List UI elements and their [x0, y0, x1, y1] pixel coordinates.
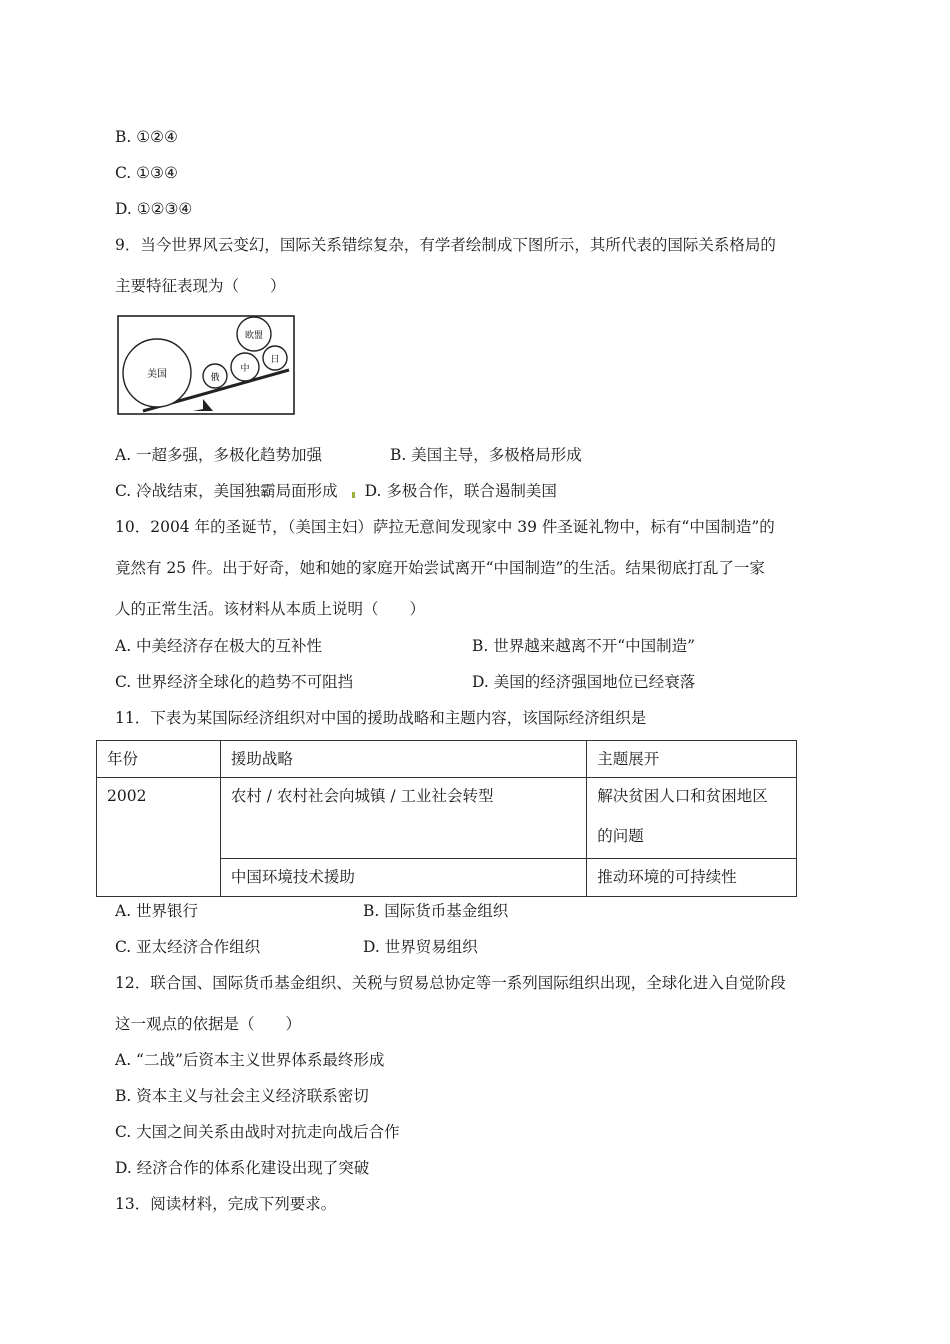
cell-theme-1 — [587, 778, 797, 859]
q10-stem-line3: 人的正常生活。该材料从本质上说明（ ） — [115, 600, 426, 618]
q10-option-a: A. 中美经济存在极大的互补性 — [115, 637, 323, 655]
q12-option-b: B. 资本主义与社会主义经济联系密切 — [115, 1087, 369, 1105]
q13-stem: 13．阅读材料，完成下列要求。 — [115, 1195, 337, 1213]
table-header-row — [97, 741, 797, 778]
cell-theme-1-line1: 解决贫困人口和贫困地区 — [597, 787, 768, 805]
q9-option-c — [115, 481, 557, 501]
q10-stem-line1: 10．2004 年的圣诞节，（美国主妇）萨拉无意间发现家中 39 件圣诞礼物中，标有“中国制造”的 — [115, 518, 775, 536]
ink-mark — [352, 492, 355, 498]
russia-label: 俄 — [210, 373, 220, 383]
q9-option-b: B. 美国主导，多极格局形成 — [390, 446, 582, 464]
cell-year: 2002 — [97, 778, 221, 897]
q12-option-c: C. 大国之间关系由战时对抗走向战后合作 — [115, 1123, 400, 1141]
q11-option-a: A. 世界银行 — [115, 902, 199, 920]
eu-label: 欧盟 — [244, 331, 264, 341]
q12-stem-line1: 12．联合国、国际货币基金组织、关税与贸易总协定等一系列国际组织出现，全球化进入自觉阶段 — [115, 974, 786, 992]
balance-diagram — [117, 315, 295, 415]
q11-stem: 11．下表为某国际经济组织对中国的援助战略和主题内容，该国际经济组织是 — [115, 709, 647, 727]
q9-stem-line2: 主要特征表现为（ ） — [115, 277, 286, 295]
china-label: 中 — [240, 364, 250, 374]
q12-stem-line2: 这一观点的依据是（ ） — [115, 1015, 302, 1033]
table-row — [97, 778, 797, 859]
cell-theme-2: 推动环境的可持续性 — [587, 859, 797, 897]
cell-strategy-2: 中国环境技术援助 — [220, 859, 586, 897]
japan-label: 日 — [270, 355, 280, 365]
q8-option-b: B. ①②④ — [115, 128, 178, 146]
q8-option-c: C. ①③④ — [115, 164, 178, 182]
cell-theme-1-line2: 的问题 — [597, 827, 644, 845]
q10-option-b: B. 世界越来越离不开“中国制造” — [472, 637, 696, 655]
q11-option-d: D. 世界贸易组织 — [363, 938, 478, 956]
q10-option-d: D. 美国的经济强国地位已经衰落 — [472, 673, 696, 691]
q11-option-b: B. 国际货币基金组织 — [363, 902, 509, 920]
q9-option-a: A. 一超多强，多极化趋势加强 — [115, 446, 323, 464]
q11-option-c: C. 亚太经济合作组织 — [115, 938, 261, 956]
header-strategy: 援助战略 — [220, 741, 586, 778]
header-year: 年份 — [97, 741, 221, 778]
cell-strategy-1: 农村 / 农村社会向城镇 / 工业社会转型 — [220, 778, 586, 859]
q9-option-c-text: C. 冷战结束，美国独霸局面形成 — [115, 482, 338, 500]
q12-option-a: A. “二战”后资本主义世界体系最终形成 — [115, 1051, 385, 1069]
q9-option-d: D. 多极合作，联合遏制美国 — [364, 482, 557, 500]
aid-strategy-table — [96, 740, 797, 897]
q10-stem-line2: 竟然有 25 件。出于好奇，她和她的家庭开始尝试离开“中国制造”的生活。结果彻底打乱了一家 — [115, 559, 765, 577]
header-theme: 主题展开 — [587, 741, 797, 778]
q10-option-c: C. 世界经济全球化的趋势不可阻挡 — [115, 673, 354, 691]
q8-option-d: D. ①②③④ — [115, 200, 193, 218]
q9-stem-line1: 9．当今世界风云变幻，国际关系错综复杂，有学者绘制成下图所示，其所代表的国际关系格局的 — [115, 236, 776, 254]
usa-label: 美国 — [147, 369, 167, 380]
q12-option-d: D. 经济合作的体系化建设出现了突破 — [115, 1159, 370, 1177]
